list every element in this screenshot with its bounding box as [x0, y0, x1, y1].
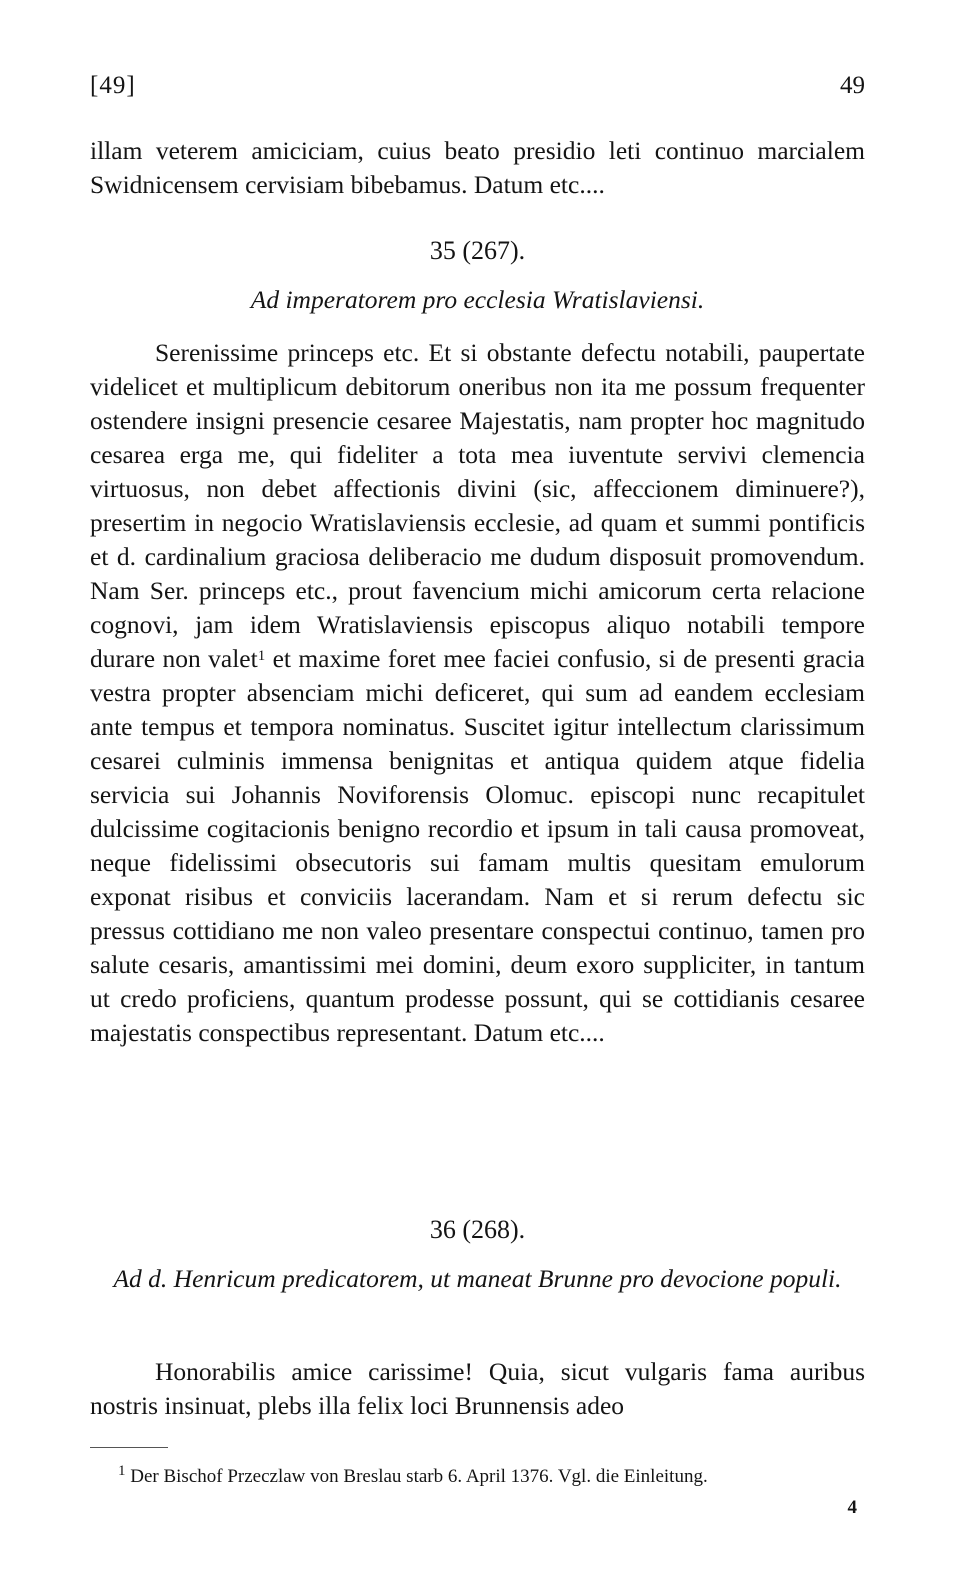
letter-35-body	[90, 336, 865, 1050]
footnote-text: Der Bischof Przeczlaw von Breslau starb 6. April 1376. Vgl. die Einleitung.	[130, 1466, 708, 1487]
letter-35-body-part1: Serenissime princeps etc. Et si obstante defectu notabili, paupertate videlicet et multiplicum debitorum oneribus non ita me possum frequenter ostendere insigni presencie cesaree Majestatis, nam propter hoc magnitudo cesarea erga me, qui fideliter a tota mea iuventute servivi clemencia virtuosus, non debet affectionis divini (sic, affeccionem diminuere?), presertim in negocio Wratislaviensis ecclesie, ad quam et summi pontificis et d. cardinalium graciosa deliberacio me dudum disposuit promovendum. Nam Ser. princeps etc., prout favencium michi amicorum certa relacione cognovi, jam idem Wratislaviensis episcopus aliquo notabili tempore durare non valet	[90, 338, 865, 673]
letter-36-body: Honorabilis amice carissime! Quia, sicut vulgaris fama auribus nostris insinuat, plebs illa felix loci Brunnensis adeo	[90, 1357, 865, 1420]
footnote-divider	[90, 1447, 168, 1448]
letter-35-title: Ad imperatorem pro ecclesia Wratislaviensi.	[250, 285, 705, 314]
page-number: 49	[840, 72, 865, 99]
footnote	[118, 1463, 868, 1488]
footnote-reference: 1	[257, 648, 266, 664]
page-header-bracket-number: [49]	[90, 72, 136, 99]
letter-36-title: Ad d. Henricum predicatorem, ut maneat Brunne pro devocione populi.	[113, 1264, 842, 1293]
signature-mark: 4	[847, 1497, 857, 1518]
footnote-mark: 1	[118, 1463, 126, 1479]
letter-35-body-part2: et maxime foret mee faciei confusio, si de presenti gracia vestra propter absenciam michi deficeret, qui sum ad eandem ecclesiam ante tempus et tempora nominatus. Suscitet igitur intellectum clarissimum cesarei culminis immensa benignitas et antiqua quidem atque fidelia servicia sui Johannis Noviforensis Olomuc. episcopi nunc recapitulet dulcissime cogitacionis benigno recordio et ipsum in tali causa promoveat, neque fidelissimi obsecutoris sui famam multis quesitam emulorum exponat risibus et conviciis lacerandam. Nam et si rerum defectu sic pressus cottidiano me non valeo presentare conspectui continuo, tamen pro salute cesaris, amantissimi mei domini, deum exoro suppliciter, in tantum ut credo proficiens, quantum prodesse possunt, qui se cottidianis cesaree majestatis conspectibus representant. Datum etc....	[90, 644, 865, 1047]
letter-36-number: 36 (268).	[429, 1215, 526, 1244]
letter-35-number: 35 (267).	[429, 236, 526, 265]
continuation-paragraph: illam veterem amiciciam, cuius beato presidio leti continuo marcialem Swidnicensem cervisiam bibebamus. Datum etc....	[90, 136, 865, 199]
